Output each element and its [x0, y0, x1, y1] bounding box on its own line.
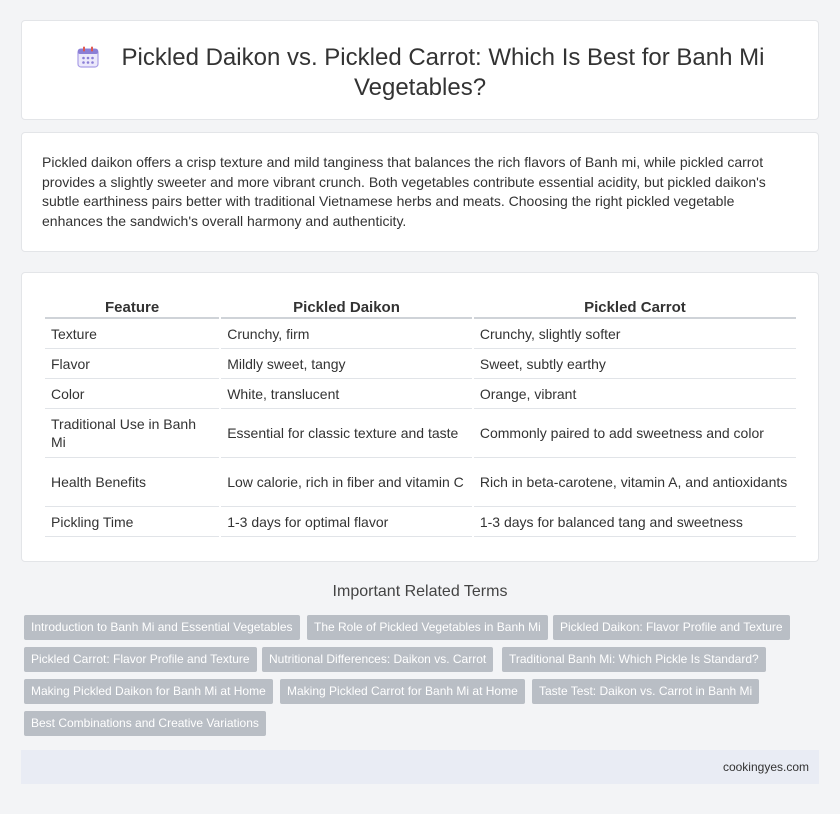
- table-row: [45, 319, 796, 349]
- footer-site-link[interactable]: cookingyes.com: [722, 760, 809, 774]
- table-row: [45, 409, 796, 458]
- header-pickled-carrot: Pickled Carrot: [474, 295, 796, 319]
- row-feature: Health Benefits: [45, 458, 219, 507]
- row-carrot: Sweet, subtly earthy: [474, 349, 796, 379]
- row-feature: Color: [45, 379, 219, 409]
- table-row: [45, 349, 796, 379]
- row-daikon: Essential for classic texture and taste: [221, 409, 472, 458]
- tag-link[interactable]: The Role of Pickled Vegetables in Banh Mi: [307, 615, 548, 640]
- title-card: [21, 20, 819, 120]
- related-terms-heading: Important Related Terms: [332, 583, 508, 600]
- row-daikon: White, translucent: [221, 379, 472, 409]
- header-feature: Feature: [45, 295, 219, 319]
- page-title: Pickled Daikon vs. Pickled Carrot: Which Is Best for Banh Mi Vegetables?: [121, 44, 765, 101]
- row-carrot: Commonly paired to add sweetness and color: [474, 409, 796, 458]
- tag-link[interactable]: Making Pickled Daikon for Banh Mi at Home: [24, 679, 273, 704]
- row-daikon: Mildly sweet, tangy: [221, 349, 472, 379]
- row-daikon: Low calorie, rich in fiber and vitamin C: [221, 458, 472, 507]
- row-carrot: Orange, vibrant: [474, 379, 796, 409]
- calendar-icon: [76, 45, 100, 69]
- tag-link[interactable]: Pickled Carrot: Flavor Profile and Texture: [24, 647, 257, 672]
- page-title-wrap: [22, 43, 818, 103]
- intro-card: [21, 132, 819, 252]
- tag-link[interactable]: Making Pickled Carrot for Banh Mi at Home: [280, 679, 525, 704]
- row-feature: Traditional Use in Banh Mi: [45, 409, 219, 458]
- row-carrot: 1-3 days for balanced tang and sweetness: [474, 507, 796, 537]
- tag-link[interactable]: Best Combinations and Creative Variations: [24, 711, 266, 736]
- table-row: [45, 458, 796, 507]
- tag-link[interactable]: Pickled Daikon: Flavor Profile and Texture: [553, 615, 790, 640]
- row-carrot: Rich in beta-carotene, vitamin A, and antioxidants: [474, 458, 796, 507]
- footer: [21, 750, 819, 784]
- table-row: [45, 507, 796, 537]
- header-pickled-daikon: Pickled Daikon: [221, 295, 472, 319]
- tag-link[interactable]: Taste Test: Daikon vs. Carrot in Banh Mi: [532, 679, 759, 704]
- table-row: [45, 379, 796, 409]
- tag-link[interactable]: Introduction to Banh Mi and Essential Vegetables: [24, 615, 300, 640]
- row-feature: Texture: [45, 319, 219, 349]
- row-feature: Pickling Time: [45, 507, 219, 537]
- table-header-row: [45, 295, 796, 319]
- row-carrot: Crunchy, slightly softer: [474, 319, 796, 349]
- tag-link[interactable]: Traditional Banh Mi: Which Pickle Is Standard?: [502, 647, 766, 672]
- row-daikon: Crunchy, firm: [221, 319, 472, 349]
- tag-link[interactable]: Nutritional Differences: Daikon vs. Carrot: [262, 647, 493, 672]
- row-feature: Flavor: [45, 349, 219, 379]
- comparison-card: [21, 272, 819, 562]
- comparison-table: [43, 295, 798, 537]
- row-daikon: 1-3 days for optimal flavor: [221, 507, 472, 537]
- intro-paragraph: Pickled daikon offers a crisp texture and mild tanginess that balances the rich flavors of Banh mi, while pickled carrot provides a slightly sweeter and more vibrant crunch. Both vegetables contribute essential acidity, but pickled daikon's subtle earthiness pairs better with traditional Vietnamese herbs and meats. Choosing the right pickled vegetable enhances the sandwich's overall harmony and authenticity.: [42, 154, 766, 229]
